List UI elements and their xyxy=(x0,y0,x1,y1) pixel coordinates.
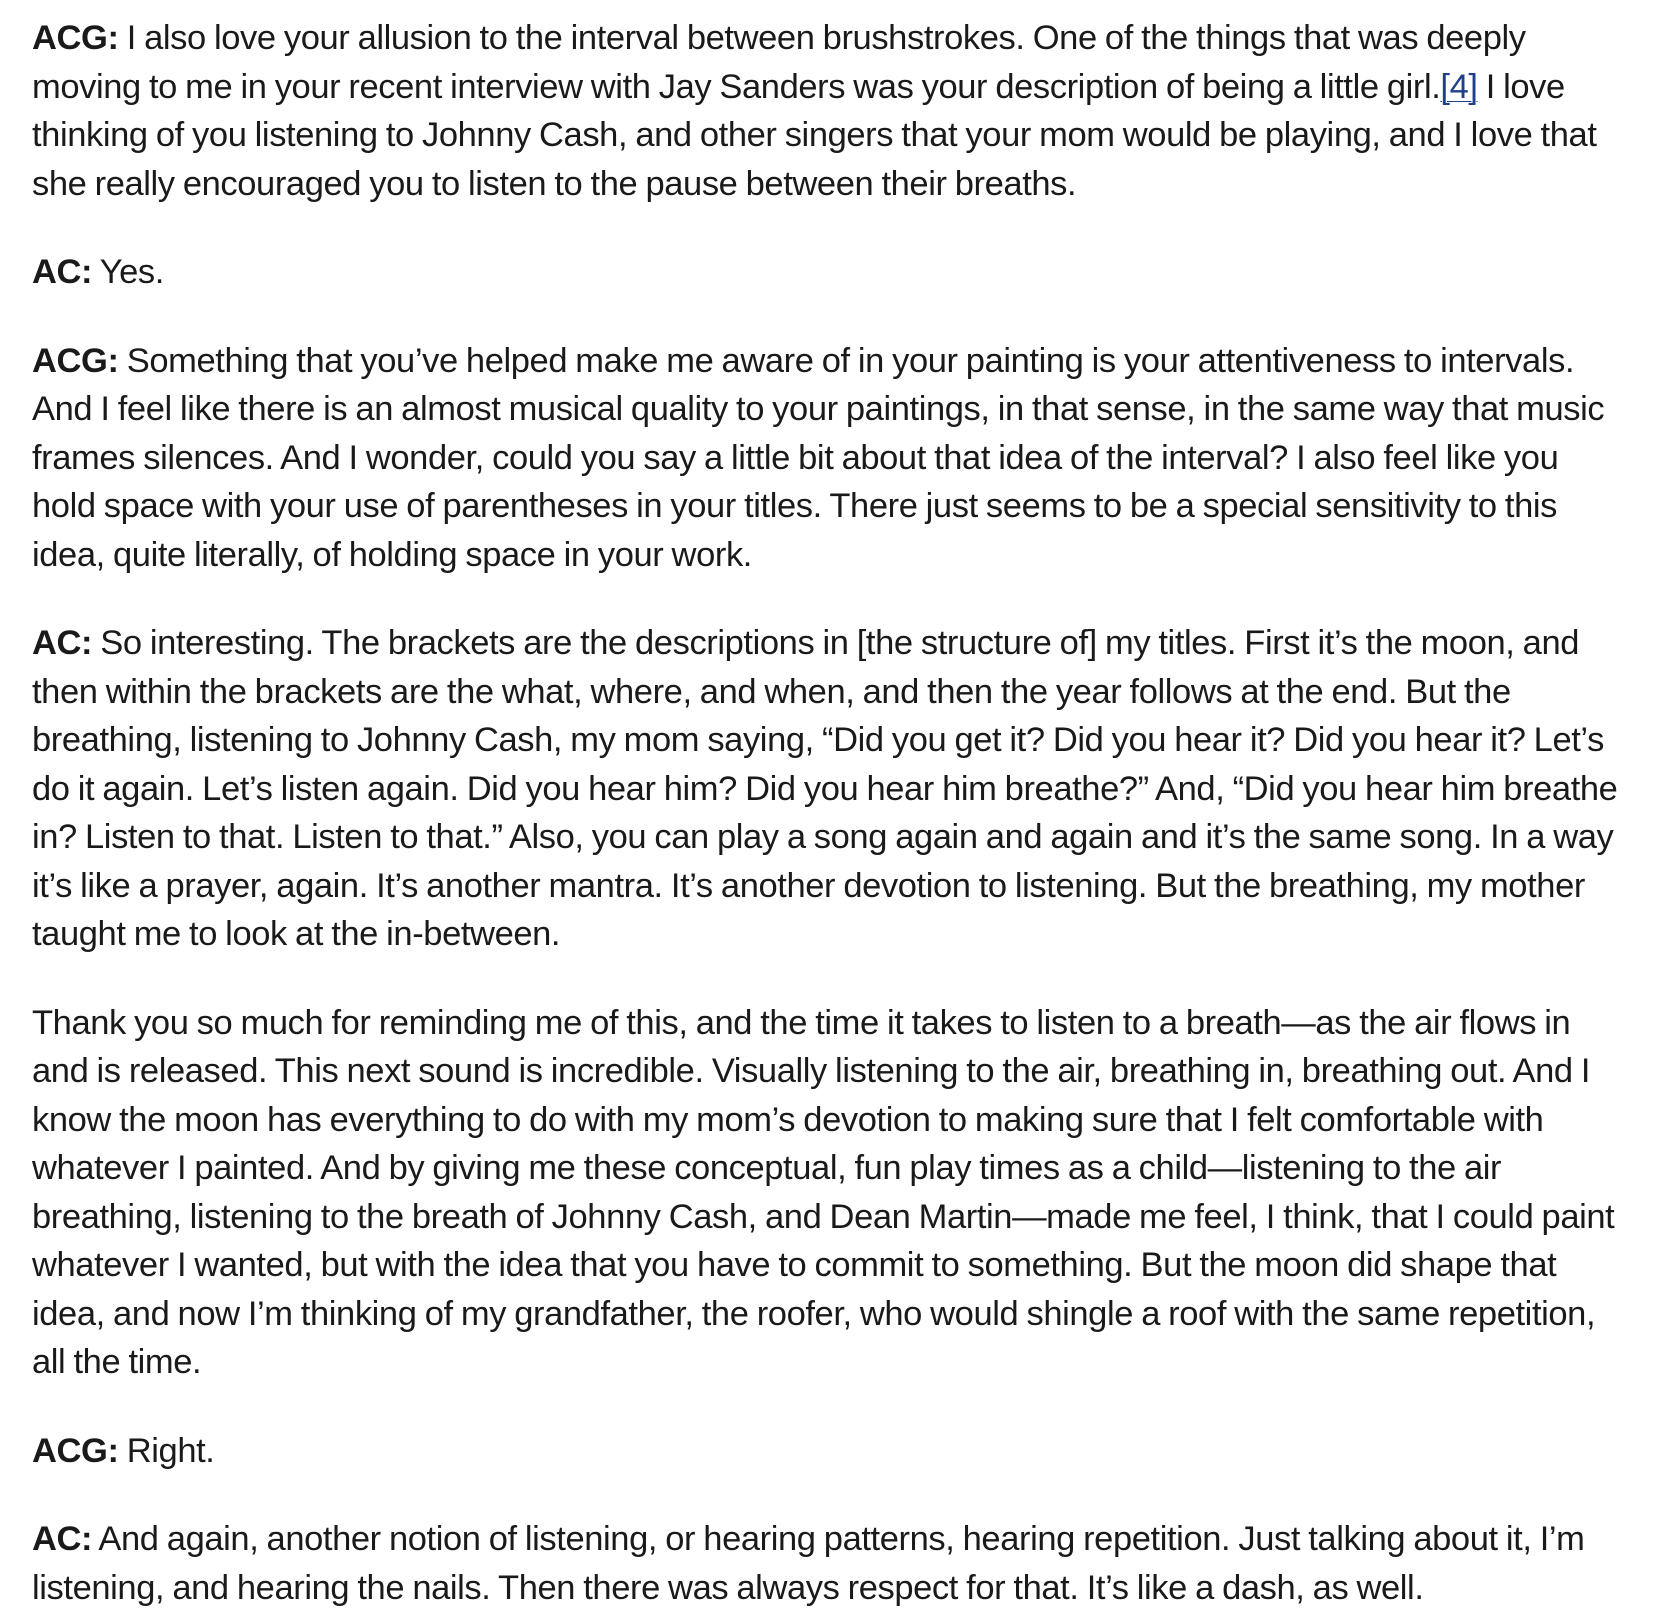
paragraph-ac-1 xyxy=(32,248,1620,297)
speaker-label: AC: xyxy=(32,253,93,291)
speaker-label: AC: xyxy=(32,1520,93,1558)
paragraph-text: And again, another notion of listening, or hearing patterns, hearing repetition. Just talking about it, I’m listening, and hearing the nails. Then there was always respect for that. It’s like a dash, as well. xyxy=(32,1520,1585,1607)
paragraph-text: So interesting. The brackets are the descriptions in [the structure of] my titles. First it’s the moon, and then within the brackets are the what, where, and when, and then the year follows at the end. But the breathing, listening to Johnny Cash, my mom saying, “Did you get it? Did you hear it? Did you hear it? Let’s do it again. Let’s listen again. Did you hear him? Did you hear him breathe?” And, “Did you hear him breathe in? Listen to that. Listen to that.” Also, you can play a song again and again and it’s the same song. In a way it’s like a prayer, again. It’s another mantra. It’s another devotion to listening. But the breathing, my mother taught me to look at the in-between. xyxy=(32,624,1618,953)
paragraph-ac-continued xyxy=(32,999,1620,1387)
speaker-label: ACG: xyxy=(32,1431,119,1470)
paragraph-text: Thank you so much for reminding me of this, and the time it takes to listen to a breath—as the air flows in and is released. This next sound is incredible. Visually listening to the air, breathing in, breathing out. And I know the moon has everything to do with my mom’s devotion to making sure that I felt comfortable with whatever I painted. And by giving me these conceptual, fun play times as a child—listening to the air breathing, listening to the breath of Johnny Cash, and Dean Martin—made me feel, I think, that I could paint whatever I wanted, but with the idea that you have to commit to something. But the moon did shape that idea, and now I’m thinking of my grandfather, the roofer, who would shingle a roof with the same repetition, all the time. xyxy=(32,1003,1615,1381)
speaker-label: ACG: xyxy=(32,341,119,380)
paragraph-acg-3 xyxy=(32,1427,1620,1476)
speaker-label: AC: xyxy=(32,624,93,662)
paragraph-ac-3 xyxy=(32,1515,1620,1612)
paragraph-text: I love thinking of you listening to Johnny Cash, and other singers that your mom would be playing, and I love that she really encouraged you to listen to the pause between their breaths. xyxy=(32,67,1597,203)
footnote-link[interactable]: [4] xyxy=(1440,67,1478,106)
paragraph-ac-2 xyxy=(32,619,1620,959)
paragraph-acg-1 xyxy=(32,14,1620,208)
paragraph-text: Right. xyxy=(118,1431,215,1470)
speaker-label: ACG: xyxy=(32,19,119,57)
paragraph-text: I also love your allusion to the interval between brushstrokes. One of the things that was deeply moving to me in your recent interview with Jay Sanders was your description of being a little girl. xyxy=(32,19,1526,106)
paragraph-text: Yes. xyxy=(92,253,164,291)
paragraph-text: Something that you’ve helped make me aware of in your painting is your attentiveness to intervals. And I feel like there is an almost musical quality to your paintings, in that sense, in the same way that music frames silences. And I wonder, could you say a little bit about that idea of the interval? I also feel like you hold space with your use of parentheses in your titles. There just seems to be a special sensitivity to this idea, quite literally, of holding space in your work. xyxy=(32,341,1605,574)
paragraph-acg-2 xyxy=(32,337,1620,580)
